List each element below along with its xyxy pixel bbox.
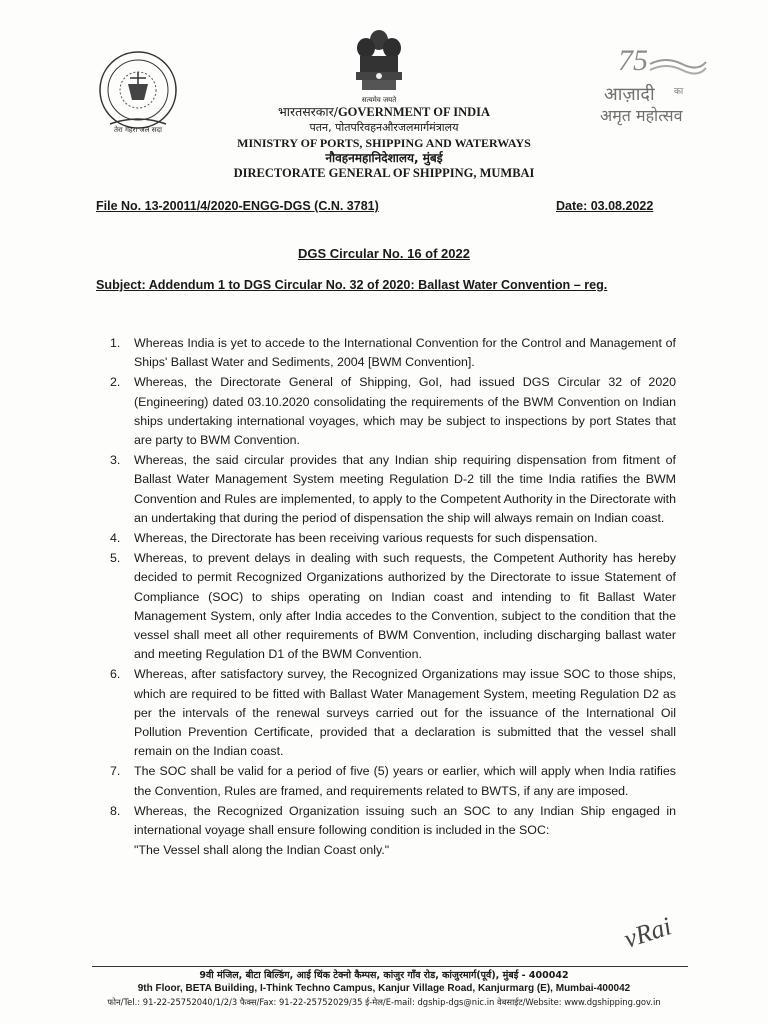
- list-item: [110, 802, 676, 840]
- national-emblem: [344, 26, 414, 108]
- item-number: 3.: [110, 453, 121, 468]
- header-line-4-hindi: नौवहनमहानिदेशालय, मुंबई: [325, 151, 443, 165]
- subject-line: Subject: Addendum 1 to DGS Circular No. 32 of 2020: Ballast Water Convention – reg.: [96, 278, 608, 292]
- header-line-2-hindi: पतन, पोतपरिवहनऔरजलमार्गमंत्रालय: [309, 121, 459, 134]
- footer-address-hindi: 9वी मंजिल, बीटा बिल्डिंग, आई थिंक टेक्नो कैम्पस, कांजुर गाँव रोड, कांजुरमार्ग(पूर्व), मुंबई - 400042: [199, 970, 569, 981]
- item-number: 5.: [110, 551, 121, 566]
- footer-address-english: 9th Floor, BETA Building, I-Think Techno Campus, Kanjur Village Road, Kanjurmarg (E), Mumbai-400042: [137, 983, 631, 994]
- azadi-logo-line2: अमृत महोत्सव: [600, 106, 683, 125]
- item-number: 6.: [110, 667, 121, 682]
- footer-divider: [92, 966, 688, 967]
- circular-date: Date: 03.08.2022: [556, 199, 654, 213]
- item-number: 1.: [110, 336, 121, 350]
- file-number: File No. 13-20011/4/2020-ENGG-DGS (C.N. 3781): [96, 199, 379, 213]
- header-line-3: MINISTRY OF PORTS, SHIPPING AND WATERWAYS: [237, 136, 531, 150]
- header-line-1: [0, 104, 768, 120]
- seal-caption: तेरा गहरा जल सदा: [114, 126, 162, 134]
- azadi-logo-number: 75: [618, 44, 648, 77]
- flag-wave-icon: [648, 54, 708, 78]
- item-number: 4.: [110, 531, 121, 546]
- azadi-logo-ka: का: [674, 87, 684, 97]
- item-number: 7.: [110, 764, 121, 779]
- item-text: Whereas, the said circular provides that any Indian ship requiring dispensation from fitment of Ballast Water Management System meeting Regulation D-2 till the time India ratifies the BWM Convention and Rules are implemented, to apply to the Competent Authority in the Directorate with an undertaking that during the period of dispensation the ship will always remain on Indian coast.: [134, 453, 676, 525]
- emblem-motto: सत्यमेव जयते: [361, 96, 397, 104]
- azadi-logo-line1: आज़ादी: [604, 84, 655, 105]
- item-number: 2.: [110, 375, 121, 390]
- item-text: Whereas, the Recognized Organization issuing such an SOC to any Indian Ship engaged in international voyage shall ensure following condition is included in the SOC:: [134, 803, 676, 838]
- list-item: [110, 665, 676, 761]
- ashoka-emblem-icon: [344, 26, 414, 98]
- item-text: Whereas, the Directorate has been receiving various requests for such dispensation.: [134, 531, 598, 546]
- item-text: Whereas, the Directorate General of Shipping, GoI, had issued DGS Circular 32 of 2020 (Engineering) dated 03.10.2020 consolidating the requirements of the BWM Convention on Indian ships undertaking international voyages, which may be subject to inspections by port States that are party to BWM Convention.: [134, 375, 676, 448]
- list-item: [110, 451, 676, 528]
- header-line-1-hindi: भारतसरकार/: [277, 104, 338, 119]
- circular-title: DGS Circular No. 16 of 2022: [298, 246, 470, 261]
- signature: vRai: [620, 911, 675, 954]
- header-line-1-english: GOVERNMENT OF INDIA: [337, 105, 491, 119]
- item-text: Whereas, after satisfactory survey, the Recognized Organizations may issue SOC to those ships, which are required to be fitted with Ballast Water Management System, meeting Regulation D2 as per the intervals of the renewal surveys carried out for the issuance of the International Oil Pollution Prevention Certificate, provided that a declaration is submitted that the vessel shall remain on the Indian coast.: [134, 667, 676, 759]
- list-item: [110, 549, 676, 664]
- list-item: [110, 762, 676, 800]
- header-line-5: DIRECTORATE GENERAL OF SHIPPING, MUMBAI: [233, 166, 535, 180]
- item-number: 8.: [110, 803, 121, 818]
- footer-contact: फोन/Tel.: 91-22-25752040/1/2/3 फैक्स/Fax: 91-22-25752029/35 ई-मेल/E-mail: dgship-dgs@nic.in वेबसाईट/Website: www.dgshipping.gov.in: [107, 997, 661, 1007]
- item-text: Whereas India is yet to accede to the International Convention for the Control and Management of Ships' Ballast Water and Sediments, 2004 [BWM Convention].: [134, 336, 676, 370]
- circular-paragraphs: [110, 334, 676, 861]
- item-text: Whereas, to prevent delays in dealing with such requests, the Competent Authority has hereby decided to permit Recognized Organizations authorized by the Directorate to issue Statement of Compliance (SOC) to ships operating on Indian coast and intending to fit Ballast Water Management System, only after India accedes to the Convention, subject to the condition that the vessel shall meet all other requirements of BWM Convention, including discharging ballast water and meeting Regulation D1 of the BWM Convention.: [134, 551, 676, 662]
- item-text: The SOC shall be valid for a period of five (5) years or earlier, which will apply when India ratifies the Convention, Rules are framed, and requirements related to BWTS, if any are imposed.: [134, 764, 676, 798]
- soc-condition-quote: "The Vessel shall along the Indian Coast only.": [134, 843, 390, 858]
- list-item: [110, 373, 676, 450]
- list-item: [110, 529, 676, 548]
- list-item: [110, 334, 676, 372]
